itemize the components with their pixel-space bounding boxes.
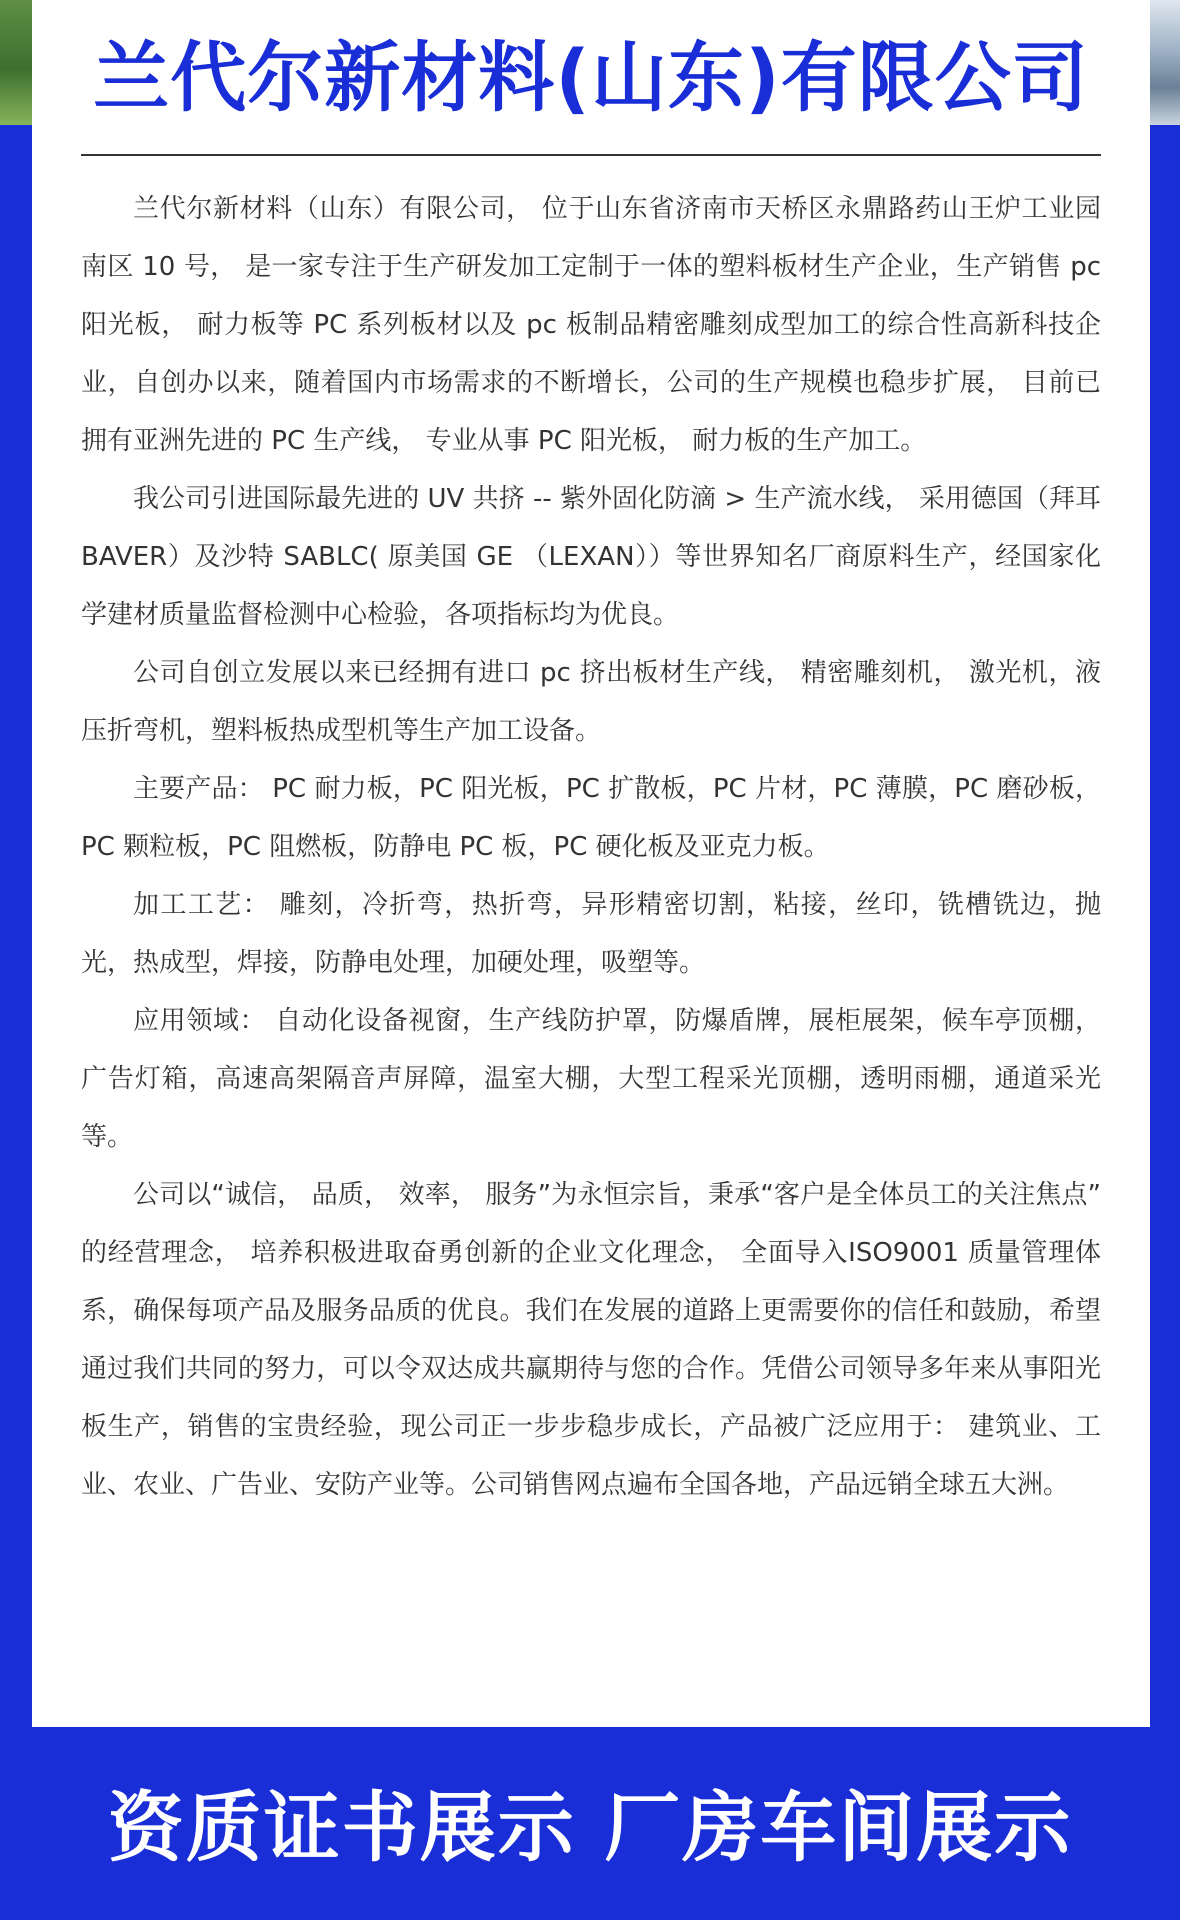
intro-panel: [32, 0, 1150, 1727]
intro-paragraph-philosophy: 公司以“诚信， 品质， 效率， 服务”为永恒宗旨，秉承“客户是全体员工的关注焦点” 的经营理念， 培养积极进取奋勇创新的企业文化理念， 全面导入ISO9001 质量管理体系，确保每项产品及服务品质的优良。我们在发展的道路上更需要你的信任和鼓励，希望通过我们共同的努力，可以令双达成共赢期待与您的合作。凭借公司领导多年来从事阳光板生产，销售的宝贵经验，现公司正一步步稳步成长，产品被广泛应用于： 建筑业、工业、农业、广告业、安防产业等。公司销售网点遍布全国各地，产品远销全球五大洲。: [81, 1180, 1101, 1500]
section-heading-certificates-workshop: 资质证书展示 厂房车间展示: [107, 1783, 1073, 1872]
intro-paragraph-applications: 应用领域： 自动化设备视窗，生产线防护罩，防爆盾牌，展柜展架，候车亭顶棚，广告灯箱，高速高架隔音声屏障，温室大棚，大型工程采光顶棚，透明雨棚，通道采光等。: [81, 1006, 1101, 1152]
intro-paragraph-location: 兰代尔新材料（山东）有限公司， 位于山东省济南市天桥区永鼎路药山王炉工业园南区 10 号， 是一家专注于生产研发加工定制于一体的塑料板材生产企业，生产销售 pc 阳光板， 耐力板等 PC 系列板材以及 pc 板制品精密雕刻成型加工的综合性高新科技企业，自创办以来，随着国内市场需求的不断增长，公司的生产规模也稳步扩展， 目前已拥有亚洲先进的 PC 生产线， 专业从事 PC 阳光板， 耐力板的生产加工。: [81, 194, 1101, 456]
company-title: 兰代尔新材料(山东)有限公司: [93, 33, 1089, 122]
intro-body: [81, 180, 1101, 1514]
background-photo-left-edge: [0, 0, 32, 125]
title-divider: [81, 154, 1101, 156]
intro-paragraph-technology: 我公司引进国际最先进的 UV 共挤 -- 紫外固化防滴 > 生产流水线， 采用德国（拜耳 BAVER）及沙特 SABLC( 原美国 GE （LEXAN））等世界知名厂商原料生产，经国家化学建材质量监督检测中心检验，各项指标均为优良。: [81, 484, 1102, 630]
background-photo-right-edge: [1150, 0, 1180, 125]
intro-paragraph-equipment: 公司自创立发展以来已经拥有进口 pc 挤出板材生产线， 精密雕刻机， 激光机，液压折弯机，塑料板热成型机等生产加工设备。: [81, 658, 1101, 746]
intro-paragraph-products: 主要产品： PC 耐力板，PC 阳光板，PC 扩散板，PC 片材，PC 薄膜，PC 磨砂板，PC 颗粒板，PC 阻燃板，防静电 PC 板，PC 硬化板及亚克力板。: [81, 774, 1101, 862]
intro-paragraph-processes: 加工工艺： 雕刻，冷折弯，热折弯，异形精密切割，粘接，丝印，铣槽铣边，抛光，热成型，焊接，防静电处理，加硬处理，吸塑等。: [81, 890, 1101, 978]
